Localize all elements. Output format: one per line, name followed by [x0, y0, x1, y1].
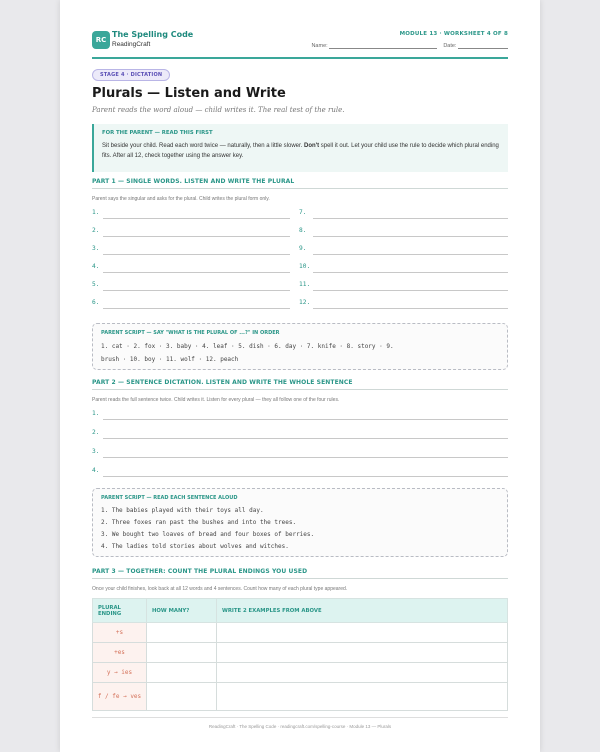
script2-sentence: 1. The babies played with their toys all day.	[101, 507, 264, 514]
examples-cell[interactable]	[217, 663, 508, 683]
col-examples: WRITE 2 EXAMPLES FROM ABOVE	[217, 599, 508, 623]
sentence-line[interactable]: 3.	[92, 448, 508, 458]
parent-note	[92, 124, 508, 172]
header	[92, 30, 508, 56]
brand-subtitle: ReadingCraft	[112, 41, 151, 48]
sentence-line[interactable]: 4.	[92, 467, 508, 477]
count-cell[interactable]	[147, 623, 217, 643]
table-row	[93, 663, 508, 683]
module-label: MODULE 13 · WORKSHEET 4 OF 8	[399, 31, 508, 37]
date-line[interactable]	[458, 42, 508, 49]
table-header-row	[93, 599, 508, 623]
examples-cell[interactable]	[217, 623, 508, 643]
part2-description: Parent reads the full sentence twice. Child writes it. Listen for every plural — they all follow one of the four rules.	[92, 397, 340, 403]
brand-title: The Spelling Code	[112, 30, 194, 39]
page-title: Plurals — Listen and Write	[92, 86, 286, 101]
table-row	[93, 623, 508, 643]
answer-line[interactable]: 12.	[299, 299, 508, 309]
part2-heading: PART 2 — SENTENCE DICTATION. LISTEN AND WRITE THE WHOLE SENTENCE	[92, 379, 508, 390]
answer-line[interactable]: 2.	[92, 227, 290, 237]
ending-cell: +s	[93, 623, 147, 643]
script2-heading: PARENT SCRIPT — READ EACH SENTENCE ALOUD	[101, 495, 238, 501]
logo-badge: RC	[92, 31, 110, 49]
examples-cell[interactable]	[217, 683, 508, 711]
answer-line[interactable]: 7.	[299, 209, 508, 219]
script1-heading: PARENT SCRIPT — SAY "WHAT IS THE PLURAL OF ...?" IN ORDER	[101, 330, 280, 336]
ending-cell: f / fe → ves	[93, 683, 147, 711]
script2-sentence: 4. The ladies told stories about wolves and witches.	[101, 543, 289, 550]
answer-line[interactable]: 5.	[92, 281, 290, 291]
part1-heading: PART 1 — SINGLE WORDS. LISTEN AND WRITE THE PLURAL	[92, 178, 508, 189]
sentence-line[interactable]: 2.	[92, 429, 508, 439]
answer-line[interactable]: 4.	[92, 263, 290, 273]
stage-badge: STAGE 4 · DICTATION	[92, 69, 170, 81]
script2-sentence: 2. Three foxes ran past the bushes and into the trees.	[101, 519, 297, 526]
part3-description: Once your child finishes, look back at all 12 words and 4 sentences. Count how many of each plural type appeared.	[92, 586, 348, 592]
answer-line[interactable]: 11.	[299, 281, 508, 291]
parent-script-sentences	[92, 488, 508, 557]
name-label: Name:	[311, 43, 328, 49]
date-label: Date:	[443, 43, 457, 49]
answer-line[interactable]: 9.	[299, 245, 508, 255]
ending-cell: +es	[93, 643, 147, 663]
parent-note-heading: FOR THE PARENT — READ THIS FIRST	[102, 130, 213, 136]
worksheet-page	[60, 0, 540, 752]
ending-cell: y → ies	[93, 663, 147, 683]
parent-note-text: Sit beside your child. Read each word twice — naturally, then a little slower. Don't spell it out. Let your child use the rule to decide which plural ending fits. After all 12, check together using the answer key.	[102, 143, 499, 159]
script1-line: brush · 10. boy · 11. wolf · 12. peach	[101, 356, 239, 363]
plural-tally-table	[92, 598, 508, 711]
script2-sentence: 3. We bought two loaves of bread and four boxes of berries.	[101, 531, 315, 538]
count-cell[interactable]	[147, 683, 217, 711]
answer-line[interactable]: 6.	[92, 299, 290, 309]
col-plural-ending: PLURAL ENDING	[93, 599, 147, 623]
answer-line[interactable]: 10.	[299, 263, 508, 273]
table-row	[93, 683, 508, 711]
examples-cell[interactable]	[217, 643, 508, 663]
header-rule	[92, 57, 508, 59]
page-subtitle: Parent reads the word aloud — child writes it. The real test of the rule.	[92, 106, 345, 114]
parent-script-words	[92, 323, 508, 370]
page-footer: ReadingCraft · The Spelling Code · readingcraft.com/spelling-course · Module 13 — Plurals	[92, 717, 508, 729]
table-row	[93, 643, 508, 663]
name-line[interactable]	[329, 42, 437, 49]
script1-line: 1. cat · 2. fox · 3. baby · 4. leaf · 5. dish · 6. day · 7. knife · 8. story · 9.	[101, 343, 394, 350]
answer-line[interactable]: 8.	[299, 227, 508, 237]
name-date-fields	[311, 42, 508, 49]
col-how-many: HOW MANY?	[147, 599, 217, 623]
part1-description: Parent says the singular and asks for the plural. Child writes the plural form only.	[92, 196, 270, 202]
count-cell[interactable]	[147, 663, 217, 683]
answer-line[interactable]: 1.	[92, 209, 290, 219]
answer-line[interactable]: 3.	[92, 245, 290, 255]
sentence-line[interactable]: 1.	[92, 410, 508, 420]
count-cell[interactable]	[147, 643, 217, 663]
part3-heading: PART 3 — TOGETHER: COUNT THE PLURAL ENDINGS YOU USED	[92, 568, 508, 579]
